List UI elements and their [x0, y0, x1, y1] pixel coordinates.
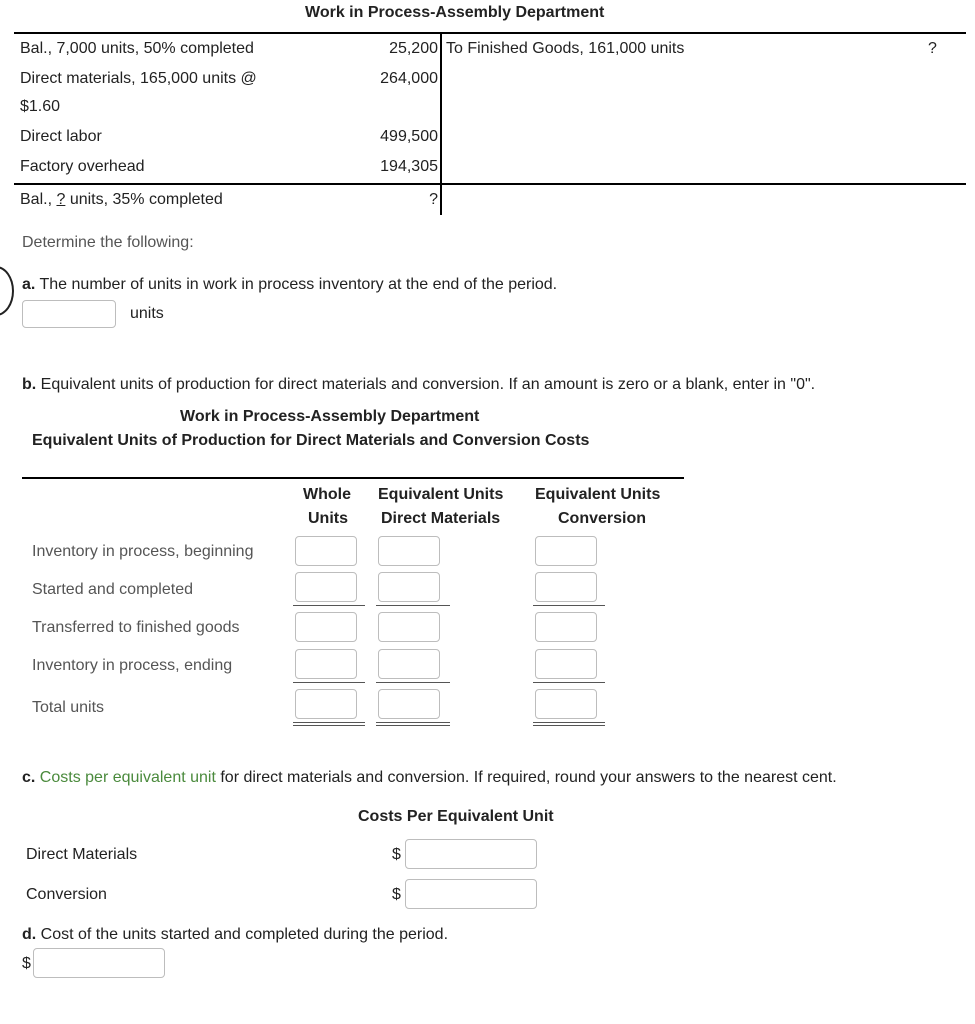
debit-label-continued: $1.60	[20, 98, 61, 115]
debit-amount: 264,000	[380, 70, 438, 87]
eu-table-top-rule	[22, 477, 684, 479]
credit-label: To Finished Goods, 161,000 units	[446, 40, 685, 57]
underline	[293, 682, 365, 683]
ending-balance-amount: ?	[429, 191, 438, 208]
conv-units-ending-input[interactable]	[535, 649, 597, 679]
account-top-rule	[14, 32, 966, 34]
dm-cost-per-unit-input[interactable]	[405, 839, 537, 869]
header-eu-dm: Equivalent Units	[378, 486, 504, 503]
header-eu-conv: Equivalent Units	[535, 486, 661, 503]
header-whole: Whole	[303, 486, 351, 503]
header-conversion: Conversion	[558, 510, 647, 527]
double-underline	[293, 722, 365, 726]
underline	[376, 605, 450, 606]
dm-units-total-input[interactable]	[378, 689, 440, 719]
debit-label: Factory overhead	[20, 158, 145, 175]
whole-units-beginning-input[interactable]	[295, 536, 357, 566]
dm-cost-label: Direct Materials	[26, 846, 138, 863]
part-b-subtitle: Equivalent Units of Production for Direct Materials and Conversion Costs	[32, 432, 590, 449]
part-d-currency-sign: $	[22, 955, 31, 972]
header-direct-materials: Direct Materials	[381, 510, 501, 527]
row-label-beginning: Inventory in process, beginning	[32, 543, 254, 560]
account-title: Work in Process-Assembly Department	[305, 4, 605, 21]
account-bottom-rule	[14, 183, 966, 185]
dm-units-beginning-input[interactable]	[378, 536, 440, 566]
row-label-started-completed: Started and completed	[32, 581, 193, 598]
ending-units-input[interactable]	[22, 300, 116, 328]
instruction: Determine the following:	[22, 234, 194, 251]
row-label-total: Total units	[32, 699, 105, 716]
account-center-rule	[440, 32, 442, 184]
conv-units-started-input[interactable]	[535, 572, 597, 602]
underline	[376, 682, 450, 683]
ending-balance-label: Bal., ? units, 35% completed	[20, 191, 223, 208]
dm-units-ending-input[interactable]	[378, 649, 440, 679]
header-units: Units	[308, 510, 348, 527]
dm-currency-sign: $	[392, 846, 401, 863]
conv-cost-label: Conversion	[26, 886, 107, 903]
part-c-prompt: c. Costs per equivalent unit for direct materials and conversion. If required, round your answers to the nearest cent.	[22, 769, 837, 786]
conv-units-total-input[interactable]	[535, 689, 597, 719]
part-c-title: Costs Per Equivalent Unit	[358, 808, 554, 825]
conv-units-beginning-input[interactable]	[535, 536, 597, 566]
part-a-prompt: a. The number of units in work in process inventory at the end of the period.	[22, 276, 558, 293]
double-underline	[533, 722, 605, 726]
underline	[533, 605, 605, 606]
debit-amount: 194,305	[380, 158, 438, 175]
whole-units-started-input[interactable]	[295, 572, 357, 602]
whole-units-total-input[interactable]	[295, 689, 357, 719]
conv-cost-per-unit-input[interactable]	[405, 879, 537, 909]
debit-label: Bal., 7,000 units, 50% completed	[20, 40, 254, 57]
dm-units-started-input[interactable]	[378, 572, 440, 602]
conv-units-transferred-input[interactable]	[535, 612, 597, 642]
credit-amount: ?	[928, 40, 937, 57]
row-label-transferred: Transferred to finished goods	[32, 619, 240, 636]
question-marker	[0, 266, 14, 316]
row-label-ending: Inventory in process, ending	[32, 657, 233, 674]
part-d-prompt: d. Cost of the units started and completed during the period.	[22, 926, 449, 943]
whole-units-ending-input[interactable]	[295, 649, 357, 679]
debit-amount: 25,200	[389, 40, 438, 57]
dm-units-transferred-input[interactable]	[378, 612, 440, 642]
started-completed-cost-input[interactable]	[33, 948, 165, 978]
costs-per-equivalent-unit-link[interactable]: Costs per equivalent unit	[39, 769, 216, 786]
debit-label: Direct labor	[20, 128, 102, 145]
double-underline	[376, 722, 450, 726]
underline	[293, 605, 365, 606]
account-balance-rule	[440, 185, 442, 215]
part-b-prompt: b. Equivalent units of production for direct materials and conversion. If an amount is zero or a blank, enter in "0".	[22, 376, 816, 393]
debit-label: Direct materials, 165,000 units @	[20, 70, 257, 87]
underline	[533, 682, 605, 683]
units-label: units	[130, 305, 164, 322]
part-b-title: Work in Process-Assembly Department	[180, 408, 480, 425]
debit-amount: 499,500	[380, 128, 438, 145]
conv-currency-sign: $	[392, 886, 401, 903]
whole-units-transferred-input[interactable]	[295, 612, 357, 642]
